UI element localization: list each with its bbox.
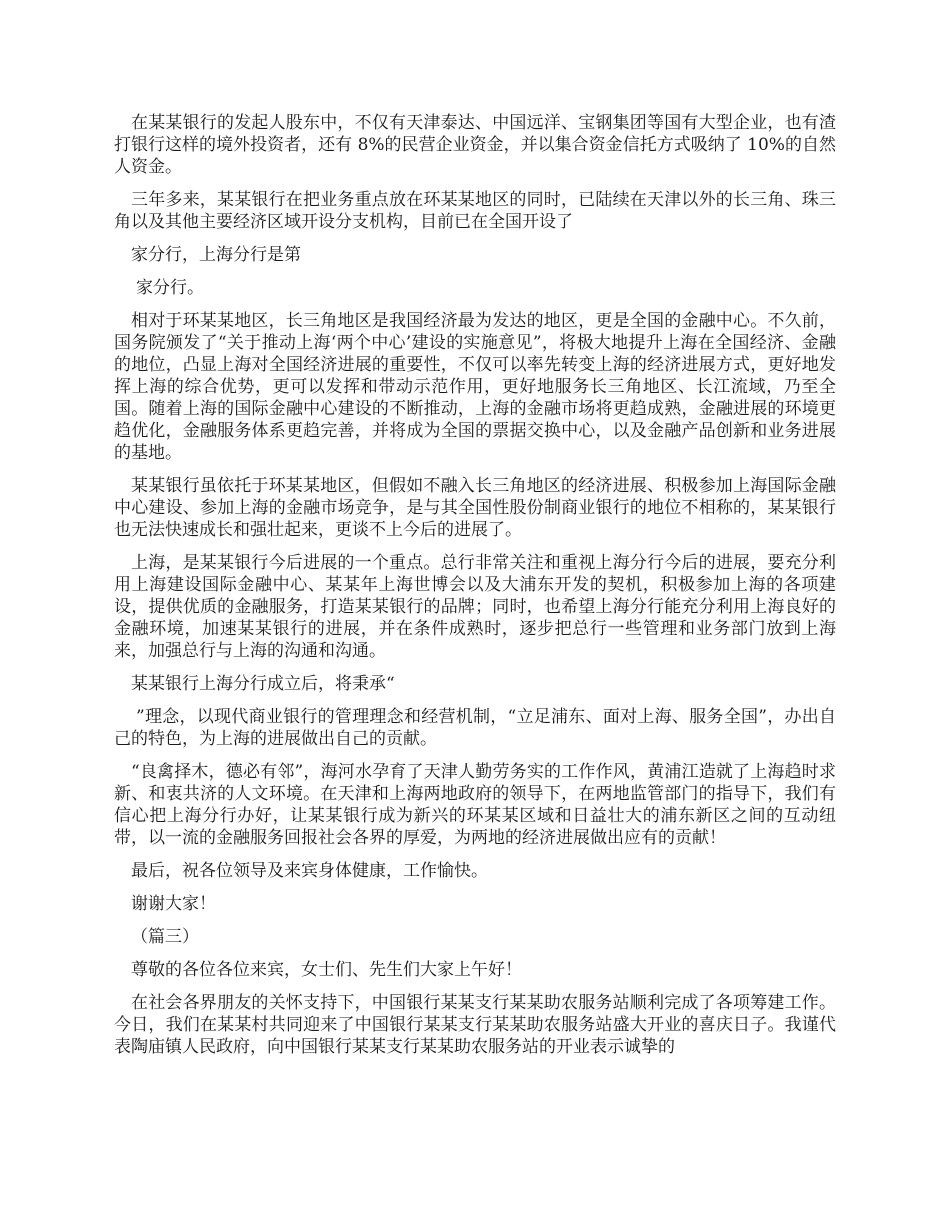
paragraph: 在某某银行的发起人股东中，不仅有天津泰达、中国远洋、宝钢集团等国有大型企业，也有渣打银行这样的境外投资者，还有 8%的民营企业资金，并以集合资金信托方式吸纳了 10%的自然人资金。 (114, 113, 836, 177)
paragraph: 在社会各界朋友的关怀支持下，中国银行某某支行某某助农服务站顺利完成了各项筹建工作。今日，我们在某某村共同迎来了中国银行某某支行某某助农服务站盛大开业的喜庆日子。我谨代表陶庙镇人民政府，向中国银行某某支行某某助农服务站的开业表示诚挚的 (114, 993, 836, 1057)
paragraph: 谢谢大家！ (131, 894, 216, 914)
document-body (114, 112, 836, 1069)
paragraph: 最后，祝各位领导及来宾身体健康，工作愉快。 (131, 861, 488, 881)
paragraph: “良禽择木，德必有邻”，海河水孕育了天津人勤劳务实的工作作风，黄浦江造就了上海趋时求新、和衷共济的人文环境。在天津和上海两地政府的领导下，在两地监管部门的指导下，我们有信心把上海分行办好，让某某银行成为新兴的环某某区域和日益壮大的浦东新区之间的互动纽带，以一流的金融服务回报社会各界的厚爱，为两地的经济进展做出应有的贡献！ (114, 762, 836, 848)
paragraph: 家分行。 (136, 278, 204, 298)
paragraph: 家分行，上海分行是第 (131, 245, 301, 265)
paragraph: 上海，是某某银行今后进展的一个重点。总行非常关注和重视上海分行今后的进展，要充分利用上海建设国际金融中心、某某年上海世博会以及大浦东开发的契机，积极参加上海的各项建设，提供优质的金融服务，打造某某银行的品牌；同时，也希望上海分行能充分利用上海良好的金融环境，加速某某银行的进展，并在条件成熟时，逐步把总行一些管理和业务部门放到上海来，加强总行与上海的沟通和沟通。 (114, 553, 836, 661)
paragraph: 某某银行虽依托于环某某地区，但假如不融入长三角地区的经济进展、积极参加上海国际金融中心建设、参加上海的金融市场竞争，是与其全国性股份制商业银行的地位不相称的，某某银行也无法快速成长和强壮起来，更谈不上今后的进展了。 (114, 476, 836, 540)
paragraph: 相对于环某某地区，长三角地区是我国经济最为发达的地区，更是全国的金融中心。不久前，国务院颁发了“关于推动上海‘两个中心’建设的实施意见”，将极大地提升上海在全国经济、金融的地位，凸显上海对全国经济进展的重要性，不仅可以率先转变上海的经济进展方式，更好地发挥上海的综合优势，更可以发挥和带动示范作用，更好地服务长三角地区、长江流域，乃至全国。随着上海的国际金融中心建设的不断推动，上海的金融市场将更趋成熟，金融进展的环境更趋优化，金融服务体系更趋完善，并将成为全国的票据交换中心，以及金融产品创新和业务进展的基地。 (114, 311, 836, 463)
paragraph: 尊敬的各位各位来宾，女士们、先生们大家上午好！ (131, 960, 522, 980)
paragraph: 某某银行上海分行成立后，将秉承“ (131, 674, 395, 694)
paragraph: ”理念，以现代商业银行的管理理念和经营机制，“立足浦东、面对上海、服务全国”，办出自己的特色，为上海的进展做出自己的贡献。 (114, 707, 836, 749)
section-heading: （篇三） (131, 927, 199, 947)
paragraph: 三年多来，某某银行在把业务重点放在环某某地区的同时，已陆续在天津以外的长三角、珠三角以及其他主要经济区域开设分支机构，目前已在全国开设了 (114, 190, 836, 232)
